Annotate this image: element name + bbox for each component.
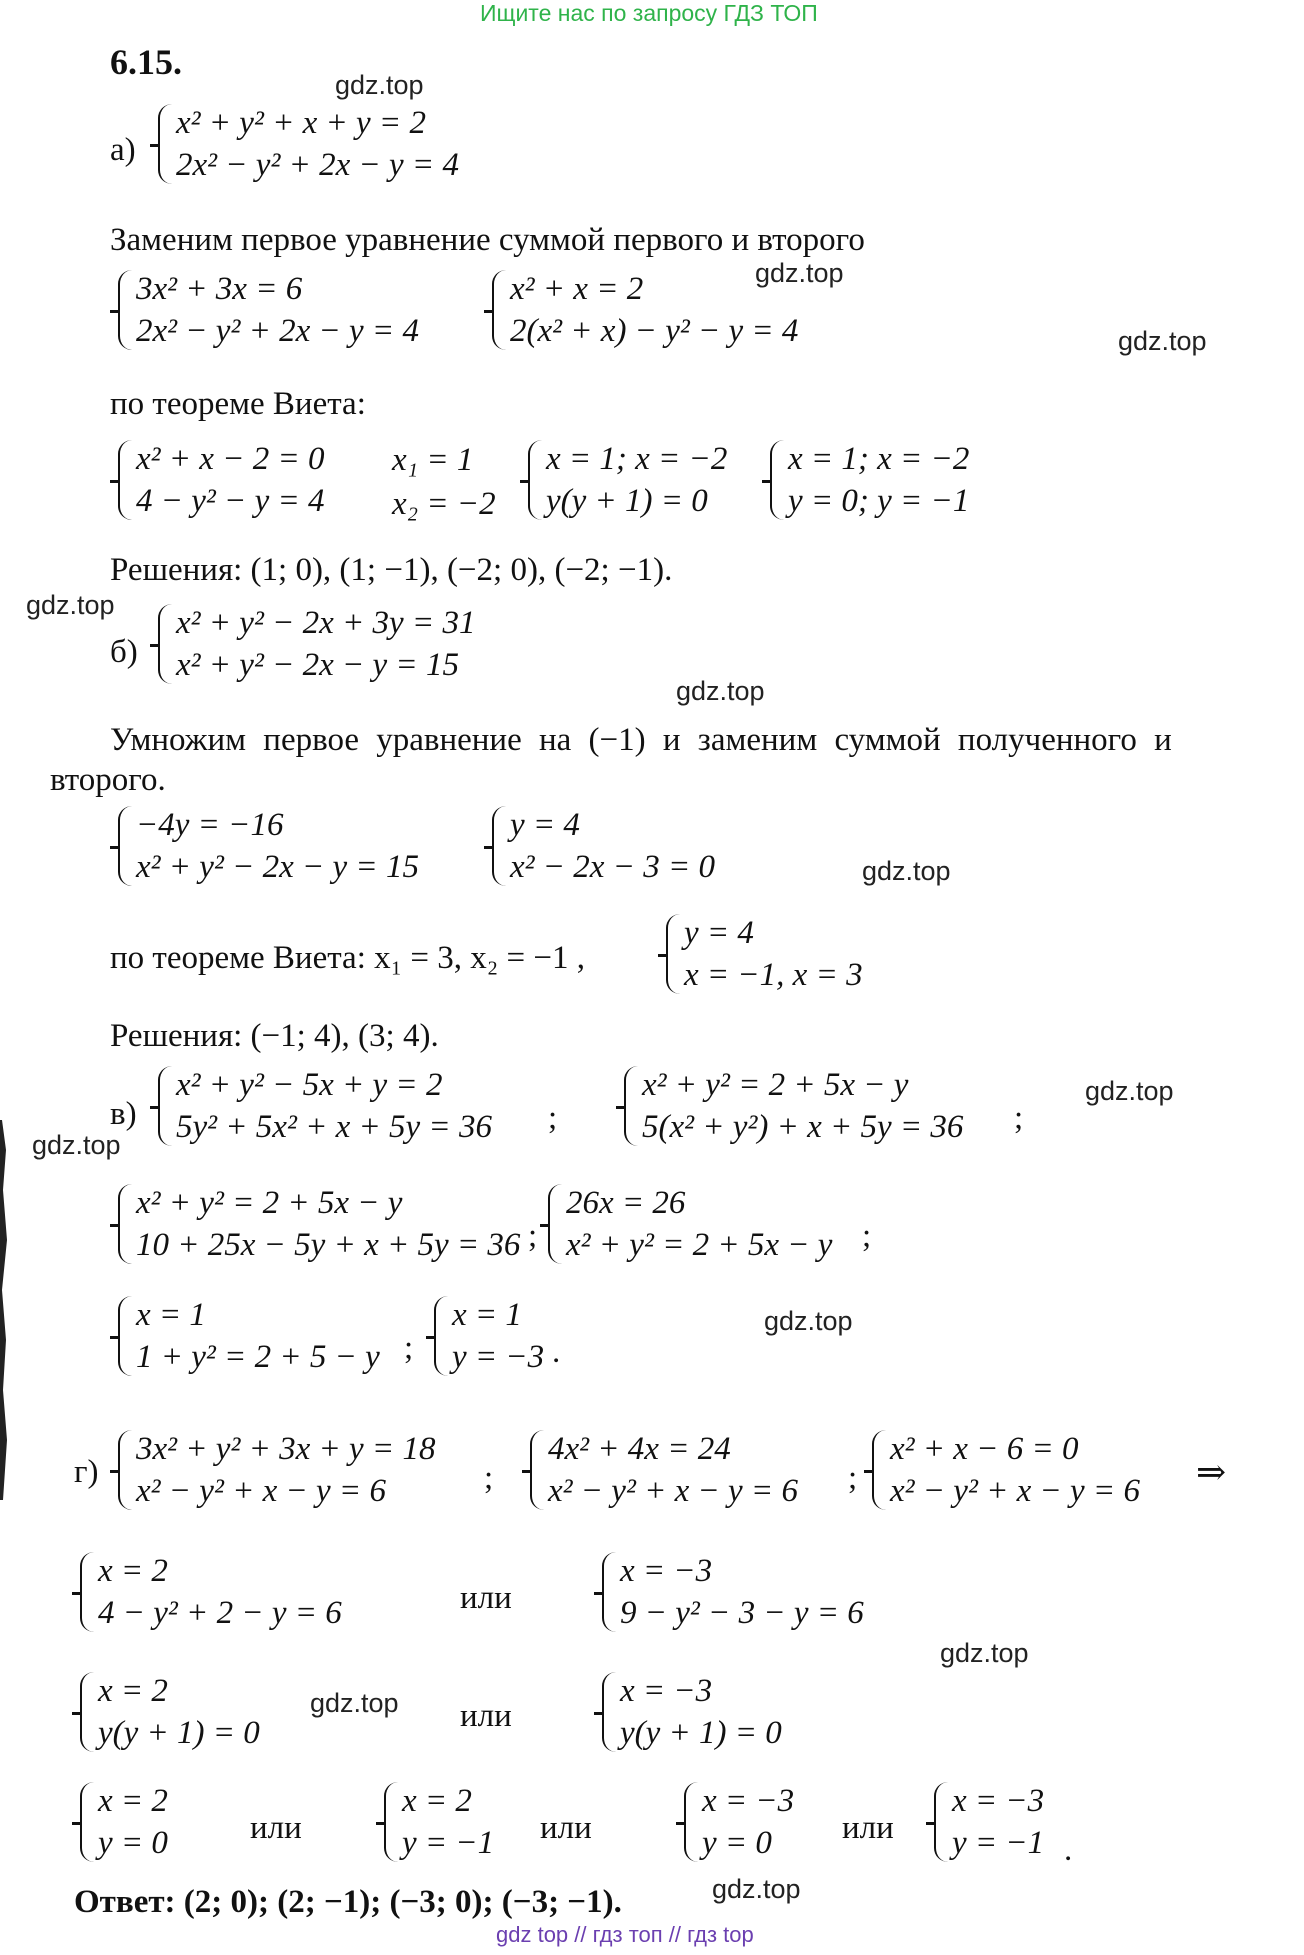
or-word: или xyxy=(250,1810,302,1846)
part-b-label: б) xyxy=(110,634,138,670)
equation: x² + x − 6 = 0 xyxy=(890,1431,1079,1467)
equation: x² − y² + x − y = 6 xyxy=(890,1473,1140,1509)
equation: 4 − y² + 2 − y = 6 xyxy=(98,1595,342,1631)
part-a-explanation: Заменим первое уравнение суммой первого и второго xyxy=(110,222,865,258)
part-v-system-2 xyxy=(624,1064,963,1148)
equation: 10 + 25x − 5y + x + 5y = 36 xyxy=(136,1227,521,1263)
equation: x² − y² + x − y = 6 xyxy=(136,1473,386,1509)
part-v-system-3 xyxy=(118,1182,520,1266)
equation: x = 2 xyxy=(402,1783,472,1819)
equation: 4 − y² − y = 4 xyxy=(136,483,325,519)
equation: x = −3 xyxy=(952,1783,1045,1819)
part-g-case-3b xyxy=(384,1780,494,1864)
equation: 4x² + 4x = 24 xyxy=(548,1431,731,1467)
watermark: gdz.top xyxy=(32,1130,121,1160)
watermark: gdz.top xyxy=(26,590,115,620)
part-a-system-3 xyxy=(492,268,798,352)
equation: y = 4 xyxy=(684,915,754,951)
equation: 5y² + 5x² + x + 5y = 36 xyxy=(176,1109,492,1145)
part-v-system-6 xyxy=(434,1294,544,1378)
equation: x = −3 xyxy=(620,1673,713,1709)
equation: x = 1; x = −2 xyxy=(788,441,970,477)
separator: ; xyxy=(848,1460,858,1496)
watermark: gdz.top xyxy=(1085,1076,1174,1106)
scan-edge-artifact xyxy=(0,1120,10,1500)
part-g-case-3d xyxy=(934,1780,1044,1864)
end-period: . xyxy=(1064,1832,1073,1868)
equation: y = 4 xyxy=(510,807,580,843)
equation: x² + x = 2 xyxy=(510,271,644,307)
equation: −4y = −16 xyxy=(136,807,284,843)
or-word: или xyxy=(460,1698,512,1734)
equation: 3x² + y² + 3x + y = 18 xyxy=(136,1431,436,1467)
separator: ; xyxy=(548,1100,558,1136)
watermark: gdz.top xyxy=(755,258,844,288)
equation: x² + y² + x + y = 2 xyxy=(176,105,426,141)
equation: x² + y² − 2x − y = 15 xyxy=(136,849,419,885)
equation: x² − 2x − 3 = 0 xyxy=(510,849,715,885)
root-x2: x₂ = −2 xyxy=(392,486,496,522)
footer-links[interactable]: gdz top // гдз топ // гдз top xyxy=(496,1922,754,1947)
part-b-explanation-line-1: Умножим первое уравнение на (−1) и заменим суммой полученного и xyxy=(110,722,1172,758)
watermark: gdz.top xyxy=(310,1688,399,1718)
equation: y = −1 xyxy=(952,1825,1045,1861)
equation: y = −1 xyxy=(402,1825,495,1861)
part-g-case-2b xyxy=(602,1670,782,1754)
part-v-system-1 xyxy=(158,1064,492,1148)
part-g-case-3c xyxy=(684,1780,794,1864)
watermark: gdz.top xyxy=(862,856,951,886)
equation: x² + y² = 2 + 5x − y xyxy=(642,1067,909,1103)
part-a-system-4 xyxy=(118,438,325,522)
equation: x² + y² = 2 + 5x − y xyxy=(136,1185,403,1221)
or-word: или xyxy=(842,1810,894,1846)
equation: x = −3 xyxy=(620,1553,713,1589)
watermark: gdz.top xyxy=(335,70,424,100)
part-g-case-1a xyxy=(80,1550,342,1634)
part-v-system-5 xyxy=(118,1294,380,1378)
part-b-system-4 xyxy=(666,912,863,996)
equation: x² + y² − 5x + y = 2 xyxy=(176,1067,443,1103)
equation: y(y + 1) = 0 xyxy=(620,1715,782,1751)
header-banner[interactable]: Ищите нас по запросу ГДЗ ТОП xyxy=(480,0,818,26)
equation: x = 2 xyxy=(98,1783,168,1819)
part-v-label: в) xyxy=(110,1096,137,1132)
equation: x = −1, x = 3 xyxy=(684,957,863,993)
part-a-system-6 xyxy=(770,438,969,522)
equation: 2x² − y² + 2x − y = 4 xyxy=(176,147,459,183)
equation: y = 0; y = −1 xyxy=(788,483,970,519)
equation: x = 1 xyxy=(452,1297,522,1333)
part-g-system-1 xyxy=(118,1428,435,1512)
part-g-case-2a xyxy=(80,1670,260,1754)
equation: y = −3 xyxy=(452,1339,545,1375)
part-b-system-3 xyxy=(492,804,715,888)
part-g-system-2 xyxy=(530,1428,798,1512)
equation: x² − y² + x − y = 6 xyxy=(548,1473,798,1509)
part-a-system-2 xyxy=(118,268,419,352)
equation: x = 1; x = −2 xyxy=(546,441,728,477)
part-b-solutions: Решения: (−1; 4), (3; 4). xyxy=(110,1018,439,1054)
part-v-system-4 xyxy=(548,1182,832,1266)
watermark: gdz.top xyxy=(1118,326,1207,356)
watermark: gdz.top xyxy=(764,1306,853,1336)
equation: x² + x − 2 = 0 xyxy=(136,441,325,477)
vieta-label: по теореме Виета: xyxy=(110,386,366,422)
separator: ; xyxy=(1014,1100,1024,1136)
or-word: или xyxy=(540,1810,592,1846)
final-answer: Ответ: (2; 0); (2; −1); (−3; 0); (−3; −1). xyxy=(74,1884,622,1920)
equation: x = 2 xyxy=(98,1553,168,1589)
equation: 9 − y² − 3 − y = 6 xyxy=(620,1595,864,1631)
separator: ; xyxy=(404,1330,414,1366)
part-g-system-3 xyxy=(872,1428,1140,1512)
equation: y = 0 xyxy=(702,1825,772,1861)
implies-arrow-icon: ⇒ xyxy=(1196,1452,1227,1492)
equation: 1 + y² = 2 + 5 − y xyxy=(136,1339,380,1375)
part-g-case-3a xyxy=(80,1780,168,1864)
part-g-label: г) xyxy=(74,1454,99,1490)
watermark: gdz.top xyxy=(940,1638,1029,1668)
watermark: gdz.top xyxy=(676,676,765,706)
part-b-system-1 xyxy=(158,602,475,686)
equation: 3x² + 3x = 6 xyxy=(136,271,303,307)
equation: 2(x² + x) − y² − y = 4 xyxy=(510,313,799,349)
part-a-system-1 xyxy=(158,102,459,186)
problem-number: 6.15. xyxy=(110,42,182,82)
equation: x² + y² − 2x − y = 15 xyxy=(176,647,459,683)
part-b-vieta: по теореме Виета: x₁ = 3, x₂ = −1 , xyxy=(110,940,585,976)
equation: x² + y² − 2x + 3y = 31 xyxy=(176,605,476,641)
equation: x = 2 xyxy=(98,1673,168,1709)
part-g-case-1b xyxy=(602,1550,864,1634)
separator: ; xyxy=(484,1460,494,1496)
part-a-solutions: Решения: (1; 0), (1; −1), (−2; 0), (−2; −1). xyxy=(110,552,673,588)
equation: 2x² − y² + 2x − y = 4 xyxy=(136,313,419,349)
part-a-label: а) xyxy=(110,132,136,168)
equation: 26x = 26 xyxy=(566,1185,686,1221)
part-b-system-2 xyxy=(118,804,419,888)
or-word: или xyxy=(460,1580,512,1616)
root-x1: x₁ = 1 xyxy=(392,442,474,478)
equation: x = 1 xyxy=(136,1297,206,1333)
part-b-explanation-line-2: второго. xyxy=(50,762,166,798)
end-period: . xyxy=(552,1334,561,1370)
equation: 5(x² + y²) + x + 5y = 36 xyxy=(642,1109,964,1145)
equation: y(y + 1) = 0 xyxy=(546,483,708,519)
separator: ; xyxy=(528,1218,538,1254)
equation: x² + y² = 2 + 5x − y xyxy=(566,1227,833,1263)
part-a-system-5 xyxy=(528,438,727,522)
equation: x = −3 xyxy=(702,1783,795,1819)
watermark: gdz.top xyxy=(712,1874,801,1904)
equation: y(y + 1) = 0 xyxy=(98,1715,260,1751)
equation: y = 0 xyxy=(98,1825,168,1861)
separator: ; xyxy=(862,1218,872,1254)
